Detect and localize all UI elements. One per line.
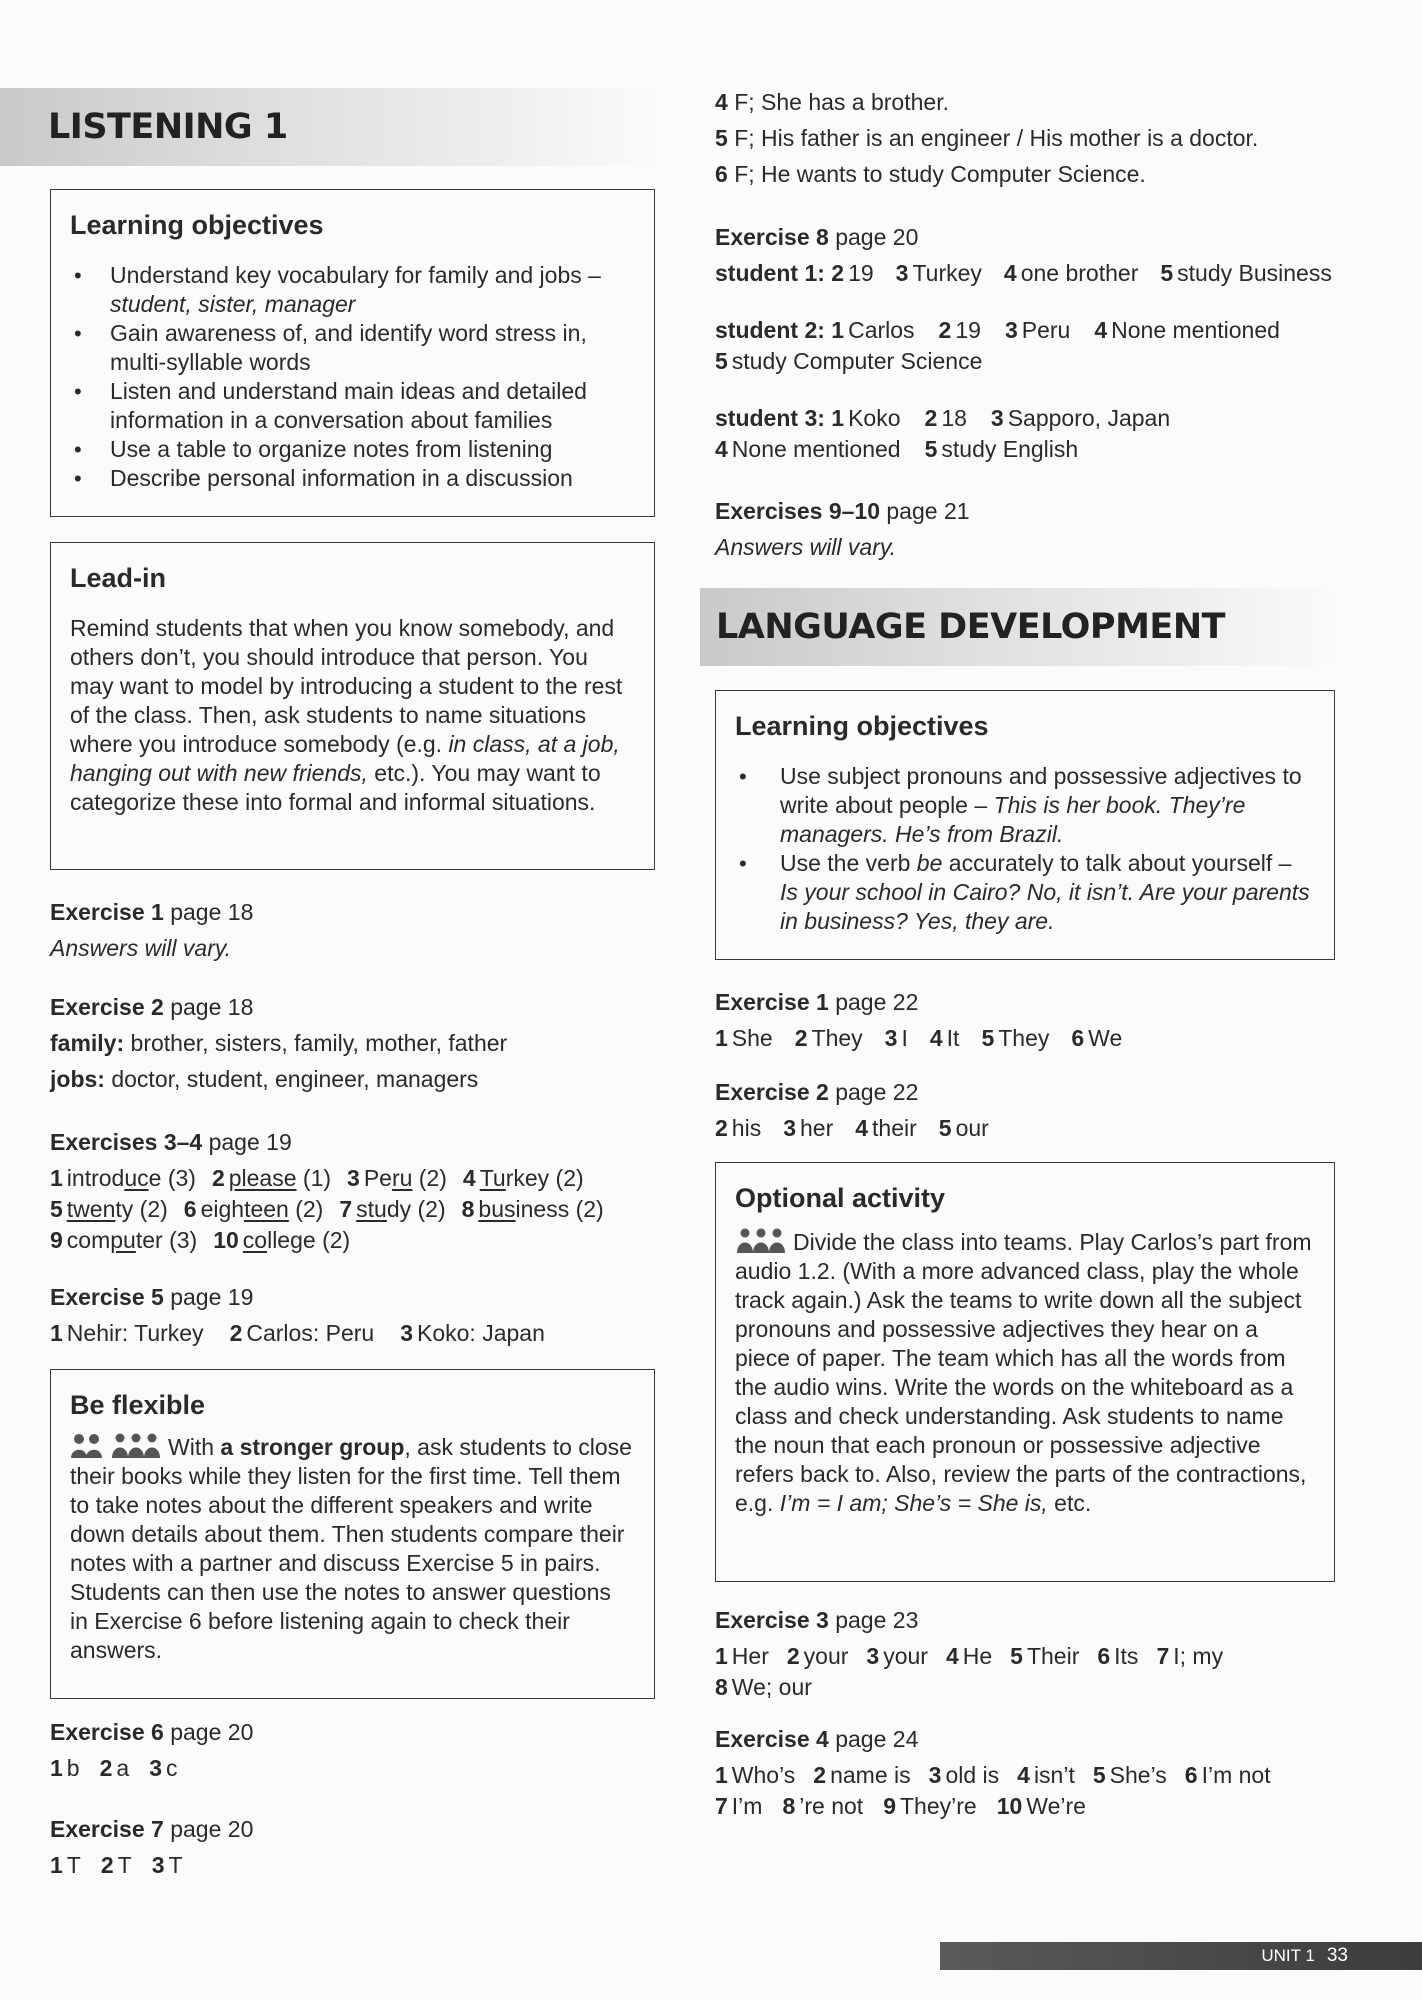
exercise-6-left: Exercise 6 page 20 1 b 2 a 3 c bbox=[50, 1719, 254, 1781]
be-flexible-box bbox=[50, 1369, 655, 1699]
list-item: • Use a table to organize notes from listening bbox=[70, 435, 632, 464]
list-item: • Use subject pronouns and possessive adjectives to write about people – This is her book. They’re managers. He’s from Brazil. bbox=[735, 762, 1312, 849]
list-item: 4 F; She has a brother. bbox=[715, 89, 949, 115]
language-objectives-box bbox=[715, 690, 1335, 960]
group-icon bbox=[735, 1228, 787, 1254]
page-number: 33 bbox=[1326, 1945, 1348, 1966]
exercise-1-right: Exercise 1 page 22 1 She 2 They 3 I 4 It 5 They 6 We bbox=[715, 989, 1123, 1051]
exercise-5-left: Exercise 5 page 19 1 Nehir: Turkey 2 Carlos: Peru 3 Koko: Japan bbox=[50, 1284, 545, 1346]
be-flexible-text: With a stronger group, ask students to close their books while they listen for the first time. Tell them to take notes about the different speakers and write down details about them. Then students compare their notes with a partner and discuss Exercise 5 in pairs. Students can then use the notes to answer questions in Exercise 6 before listening again to check their answers. bbox=[70, 1434, 632, 1663]
exercise-4-right: Exercise 4 page 24 1 Who’s 2 name is 3 old is 4 isn’t 5 She’s 6 I’m not 7 I’m 8 ’re not 9 They’re 10 We’re bbox=[715, 1726, 1271, 1819]
exercise-2-left: Exercise 2 page 18 family: brother, sisters, family, mother, father jobs: doctor, student, engineer, managers bbox=[50, 994, 508, 1092]
exercise-7-left: Exercise 7 page 20 1 T 2 T 3 T bbox=[50, 1816, 254, 1878]
listening-objectives-title: Learning objectives bbox=[70, 210, 324, 240]
unit-label: UNIT 1 bbox=[1261, 1946, 1315, 1965]
language-dev-section-header bbox=[700, 588, 1345, 666]
exercise-3-right: Exercise 3 page 23 1 Her 2 your 3 your 4 He 5 Their 6 Its 7 I; my 8 We; our bbox=[715, 1607, 1224, 1700]
leadin-title: Lead-in bbox=[70, 563, 167, 593]
list-item: • Understand key vocabulary for family and jobs – student, sister, manager bbox=[70, 261, 632, 319]
exercise-1-answer: Answers will vary. bbox=[50, 935, 232, 961]
list-item: 5 F; His father is an engineer / His mother is a doctor. bbox=[715, 125, 1259, 151]
listening-objectives-list bbox=[70, 261, 632, 493]
exercise-8-right: Exercise 8 page 20 student 1: 2 19 3 Turkey 4 one brother 5 study Business student 2: 1 Carlos 2 19 3 Peru 4 None mentioned 5 study Computer Science student 3: 1 Koko 2 18 3 Sapporo, Japan 4 None mentioned 5 study English bbox=[715, 224, 1332, 462]
language-objectives-list bbox=[735, 762, 1312, 936]
exercise-7-continued bbox=[715, 88, 1335, 189]
exercise-2-right: Exercise 2 page 22 2 his 3 her 4 their 5 our bbox=[715, 1079, 989, 1141]
optional-activity-box bbox=[715, 1162, 1335, 1582]
language-dev-section-title: LANGUAGE DEVELOPMENT bbox=[716, 607, 1225, 647]
exercise-9-10-right: Exercises 9–10 page 21 Answers will vary. bbox=[715, 497, 1335, 562]
leadin-text: Remind students that when you know somebody, and others don’t, you should introduce that person. You may want to model by introducing a student to the rest of the class. Then, ask students to name situations where you introduce somebody (e.g. in class, at a job, hanging out with new friends, etc.). You may want to categorize these into formal and informal situations. bbox=[70, 615, 623, 815]
exercise-9-10-answer: Answers will vary. bbox=[715, 534, 897, 560]
exercise-3-4-left: Exercises 3–4 page 19 1 introduce (3) 2 please (1) 3 Peru (2) 4 Turkey (2) 5 twenty (2) 6 eighteen (2) 7 study (2) 8 business (2) 9 computer (3) 10 college (2) bbox=[50, 1129, 604, 1253]
listening-objectives-box bbox=[50, 189, 655, 517]
list-item: • Describe personal information in a discussion bbox=[70, 464, 632, 493]
listening-section-title: LISTENING 1 bbox=[48, 107, 288, 147]
list-item: • Gain awareness of, and identify word stress in, multi-syllable words bbox=[70, 319, 632, 377]
language-objectives-title: Learning objectives bbox=[735, 711, 989, 741]
list-item: 6 F; He wants to study Computer Science. bbox=[715, 161, 1146, 187]
listening-section-header bbox=[0, 88, 660, 166]
pair-icon bbox=[70, 1433, 104, 1459]
leadin-box bbox=[50, 542, 655, 870]
list-item: • Use the verb be accurately to talk about yourself – Is your school in Cairo? No, it isn’t. Are your parents in business? Yes, they are. bbox=[735, 849, 1312, 936]
optional-activity-title: Optional activity bbox=[735, 1183, 946, 1213]
be-flexible-title: Be flexible bbox=[70, 1390, 206, 1420]
page-footer bbox=[940, 1942, 1422, 1970]
group-icon bbox=[110, 1433, 162, 1459]
list-item: • Listen and understand main ideas and detailed information in a conversation about families bbox=[70, 377, 632, 435]
exercise-1-left: Exercise 1 page 18 Answers will vary. bbox=[50, 898, 655, 963]
optional-activity-text: Divide the class into teams. Play Carlos’s part from audio 1.2. (With a more advanced class, play the whole track again.) Ask the teams to write down all the subject pronouns and possessive adjectives they hear on a piece of paper. The team which has all the words from the audio wins. Write the words on the whiteboard as a class and check understanding. Ask students to name the noun that each pronoun or possessive adjective refers back to. Also, review the parts of the contractions, e.g. I’m = I am; She’s = She is, etc. bbox=[735, 1229, 1312, 1516]
